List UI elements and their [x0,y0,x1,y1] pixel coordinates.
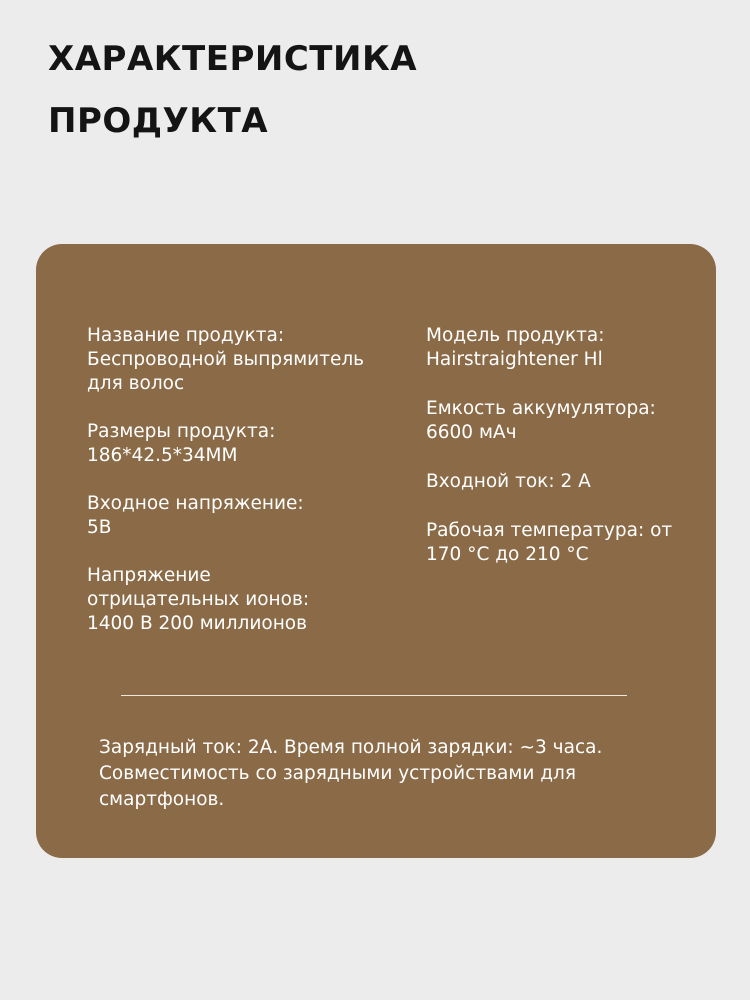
spec-negative-ion-voltage: Напряжение отрицательных ионов: 1400 В 200 миллионов [87,565,310,634]
spec-input-voltage: Входное напряжение: 5В [87,493,304,538]
spec-column-right [426,324,711,592]
page-title: ХАРАКТЕРИСТИКА ПРОДУКТА [48,39,418,141]
spec-operating-temperature: Рабочая температура: от 170 °С до 210 °С [426,520,673,565]
charging-note: Зарядный ток: 2А. Время полной зарядки: ~3 часа. Совместимость со зарядными устройствами для смартфонов. [99,737,603,810]
spec-column-left [87,324,417,660]
spec-input-current: Входной ток: 2 А [426,471,591,492]
spec-product-name: Название продукта: Беспроводной выпрямитель для волос [87,325,365,394]
product-spec-card [36,244,716,858]
spec-product-dimensions: Размеры продукта: 186*42.5*34MM [87,421,276,466]
spec-battery-capacity: Емкость аккумулятора: 6600 мАч [426,398,656,443]
spec-product-model: Модель продукта: Hairstraightener Hl [426,325,605,370]
divider [121,695,627,696]
